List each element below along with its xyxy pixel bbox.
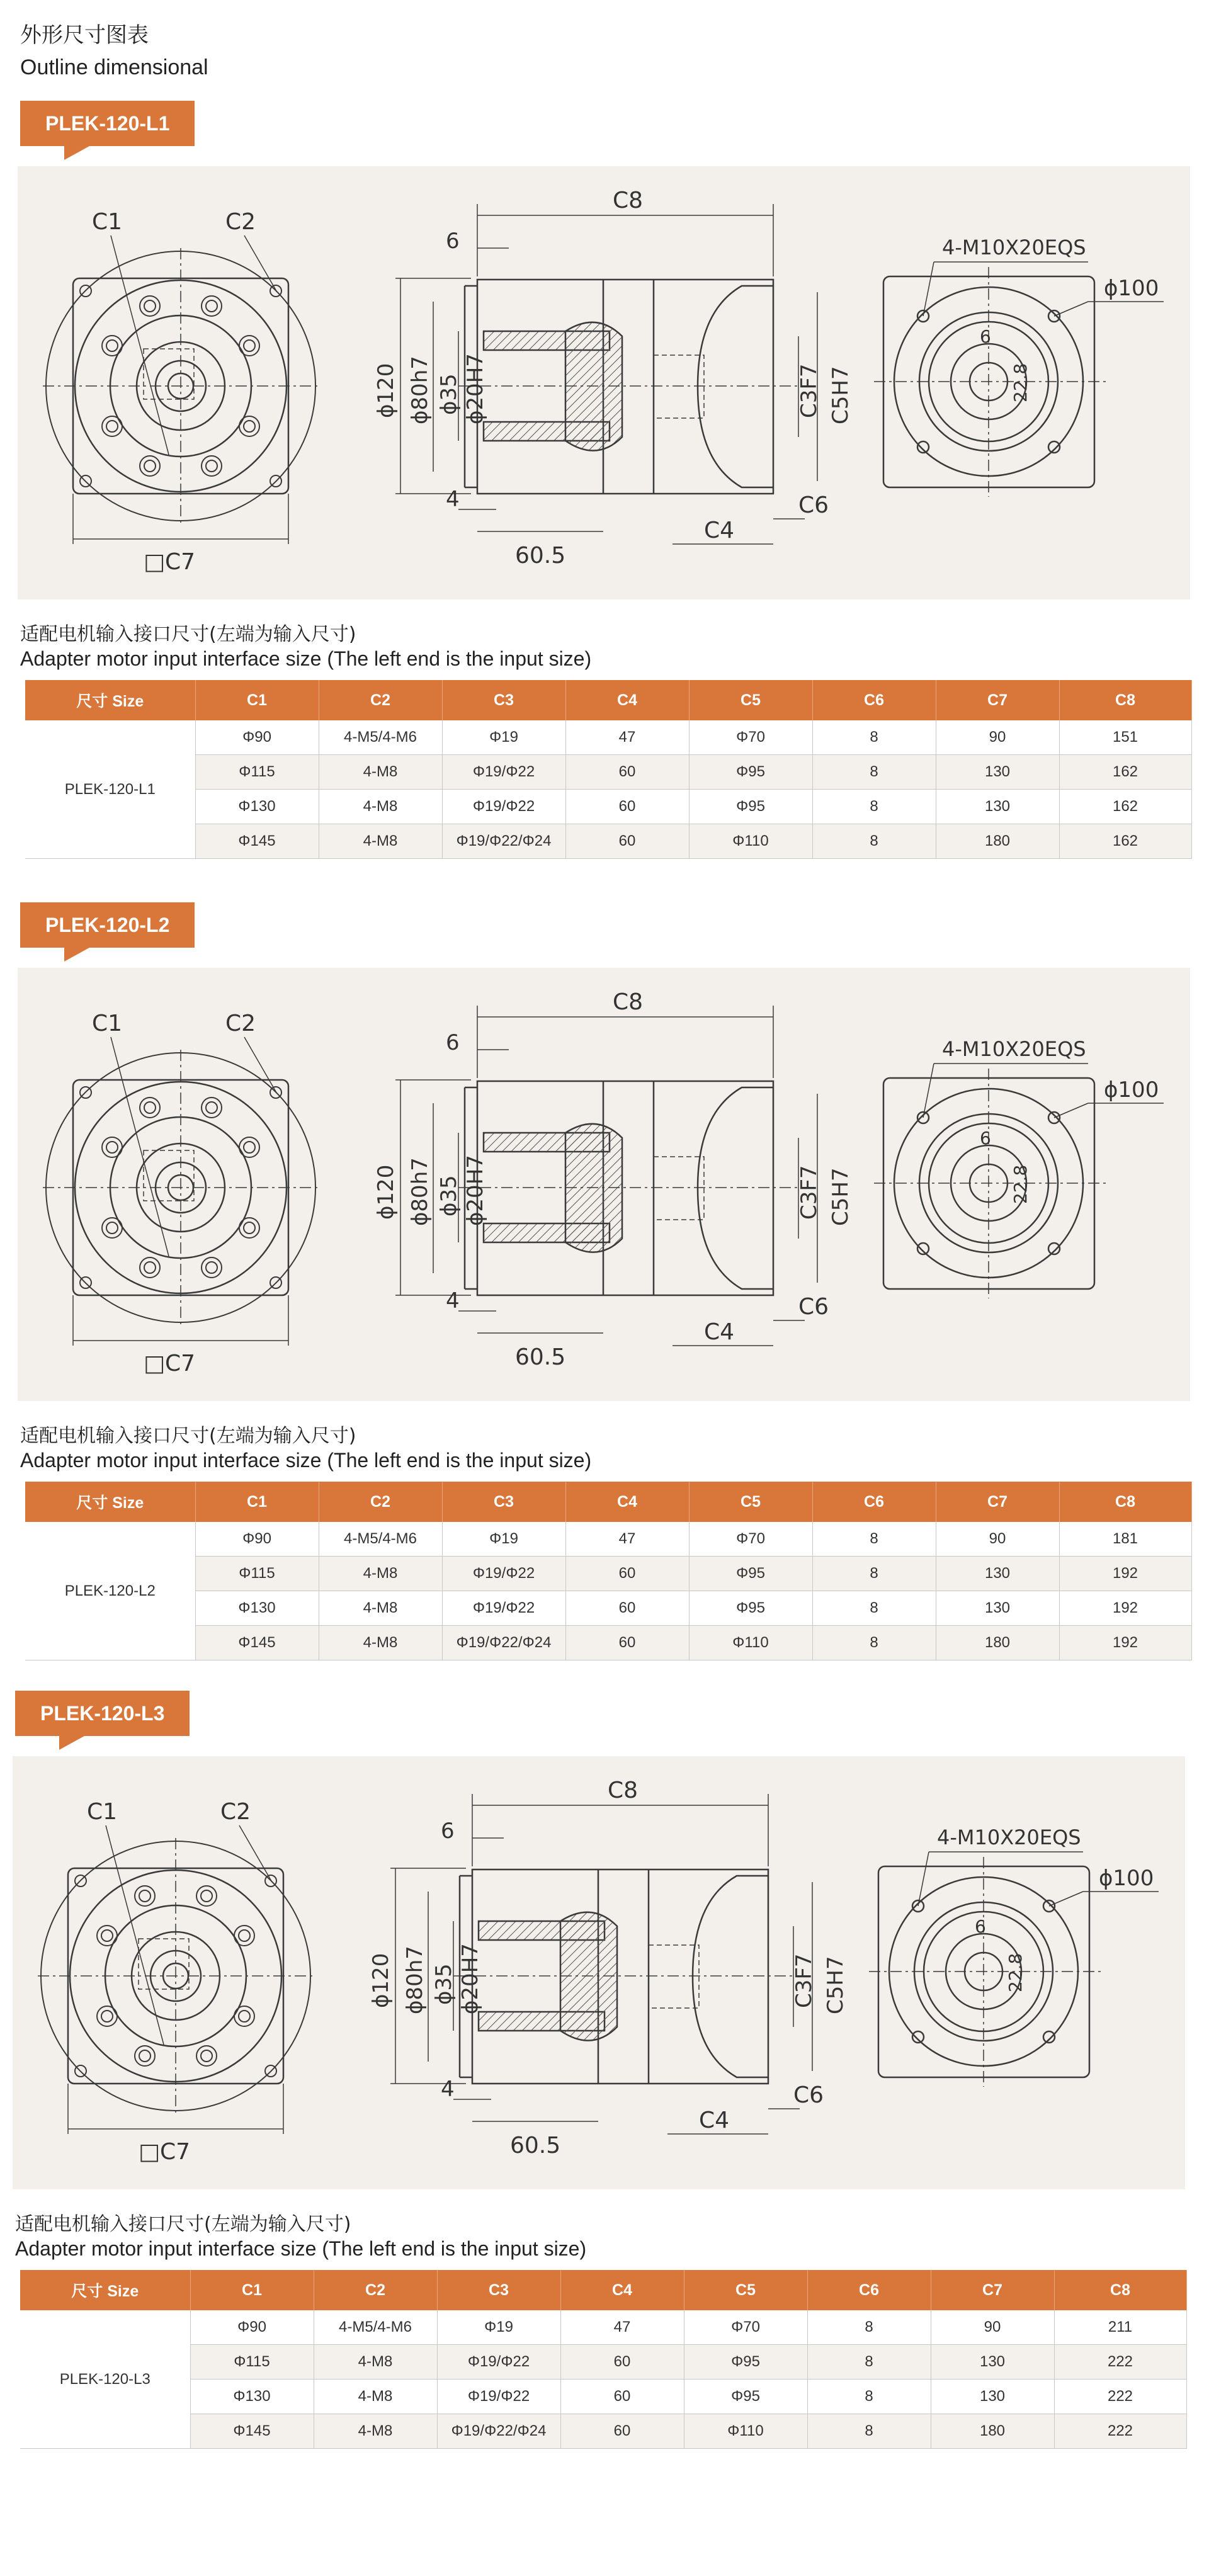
label-phi35: ϕ35 bbox=[436, 373, 462, 415]
table-cell: 130 bbox=[936, 755, 1059, 790]
table-cell: 181 bbox=[1059, 1522, 1191, 1557]
table-cell: 60 bbox=[560, 2345, 684, 2380]
table-cell: 162 bbox=[1059, 755, 1191, 790]
table-header-cell: C4 bbox=[560, 2270, 684, 2310]
table-cell: 222 bbox=[1054, 2345, 1186, 2380]
table-cell: Φ95 bbox=[684, 2345, 807, 2380]
table-cell: 162 bbox=[1059, 790, 1191, 824]
table-cell: 130 bbox=[936, 1557, 1059, 1591]
drawing-panel bbox=[18, 968, 1190, 1401]
label-key-6: 6 bbox=[975, 1916, 986, 1937]
table-cell: Φ19/Φ22 bbox=[442, 1557, 565, 1591]
table-header-cell: C6 bbox=[812, 680, 936, 720]
table-header-cell: 尺寸 Size bbox=[20, 2270, 190, 2310]
table-cell: 4-M8 bbox=[319, 1591, 442, 1626]
model-cell: PLEK-120-L3 bbox=[20, 2310, 190, 2449]
label-c5h7: C5H7 bbox=[828, 1167, 853, 1226]
table-header-cell: C3 bbox=[437, 2270, 560, 2310]
table-cell: 180 bbox=[931, 2414, 1054, 2449]
table-cell: Φ90 bbox=[190, 2310, 314, 2345]
label-c7: □C7 bbox=[139, 2139, 191, 2165]
table-cell: 60 bbox=[560, 2414, 684, 2449]
table-cell: Φ95 bbox=[689, 1557, 812, 1591]
table-row bbox=[20, 2345, 1186, 2380]
table-header-cell: C3 bbox=[442, 680, 565, 720]
label-phi20h7: ϕ20H7 bbox=[458, 1943, 483, 2014]
label-phi100: ϕ100 bbox=[1104, 1077, 1159, 1103]
table-cell: Φ145 bbox=[195, 1626, 319, 1660]
table-header-cell: C2 bbox=[319, 1482, 442, 1522]
label-c8: C8 bbox=[608, 1778, 639, 1803]
table-cell: 90 bbox=[931, 2310, 1054, 2345]
table-cell: Φ110 bbox=[689, 1626, 812, 1660]
table-cell: 8 bbox=[812, 720, 936, 755]
caption-en: Adapter motor input interface size (The left end is the input size) bbox=[15, 2237, 587, 2260]
table-row bbox=[25, 755, 1191, 790]
table-cell: 4-M5/4-M6 bbox=[319, 1522, 442, 1557]
label-phi120: ϕ120 bbox=[373, 1164, 399, 1220]
label-c8: C8 bbox=[613, 188, 644, 213]
model-tab: PLEK-120-L2 bbox=[20, 902, 195, 948]
table-cell: Φ130 bbox=[195, 1591, 319, 1626]
table-row bbox=[25, 1626, 1191, 1660]
label-key-6: 6 bbox=[980, 1128, 991, 1149]
table-cell: 130 bbox=[936, 790, 1059, 824]
table-cell: 151 bbox=[1059, 720, 1191, 755]
table-header-cell: C2 bbox=[319, 680, 442, 720]
caption-cn: 适配电机输入接口尺寸(左端为输入尺寸) bbox=[20, 1425, 356, 1447]
table-header-cell: C8 bbox=[1059, 1482, 1191, 1522]
table-cell: 60 bbox=[565, 1591, 689, 1626]
label-c4: C4 bbox=[699, 2108, 730, 2133]
table-cell: 222 bbox=[1054, 2380, 1186, 2414]
table-header-cell: C1 bbox=[195, 680, 319, 720]
table-cell: 192 bbox=[1059, 1626, 1191, 1660]
drawing-panel bbox=[18, 166, 1190, 599]
table-cell: Φ19/Φ22 bbox=[442, 790, 565, 824]
label-phi80h7: ϕ80h7 bbox=[407, 356, 433, 424]
label-c6: C6 bbox=[798, 492, 829, 518]
table-cell: 90 bbox=[936, 720, 1059, 755]
model-cell: PLEK-120-L2 bbox=[25, 1522, 195, 1660]
table-header-cell: 尺寸 Size bbox=[25, 1482, 195, 1522]
table-cell: Φ90 bbox=[195, 1522, 319, 1557]
table-cell: Φ19 bbox=[437, 2310, 560, 2345]
caption-cn: 适配电机输入接口尺寸(左端为输入尺寸) bbox=[20, 623, 356, 645]
caption-en: Adapter motor input interface size (The left end is the input size) bbox=[20, 1449, 592, 1472]
table-row bbox=[25, 824, 1191, 859]
label-phi35: ϕ35 bbox=[436, 1175, 462, 1217]
label-dim-4: 4 bbox=[446, 1288, 460, 1314]
table-header-cell: C5 bbox=[689, 680, 812, 720]
table-cell: Φ19/Φ22/Φ24 bbox=[442, 1626, 565, 1660]
model-cell: PLEK-120-L1 bbox=[25, 720, 195, 859]
table-cell: Φ19/Φ22 bbox=[442, 1591, 565, 1626]
table-cell: 130 bbox=[936, 1591, 1059, 1626]
label-c8: C8 bbox=[613, 989, 644, 1015]
table-cell: Φ115 bbox=[190, 2345, 314, 2380]
label-c4: C4 bbox=[704, 1319, 735, 1345]
table-cell: Φ95 bbox=[689, 790, 812, 824]
table-header-cell: C1 bbox=[190, 2270, 314, 2310]
label-c2: C2 bbox=[225, 1011, 256, 1036]
table-header-cell: C7 bbox=[936, 680, 1059, 720]
input-flange-view bbox=[38, 1825, 315, 2134]
label-c4: C4 bbox=[704, 518, 735, 543]
table-cell: 162 bbox=[1059, 824, 1191, 859]
table-header-cell: C6 bbox=[812, 1482, 936, 1522]
label-key-22-8: 22.8 bbox=[1005, 1953, 1026, 1992]
model-tab: PLEK-120-L3 bbox=[15, 1691, 190, 1736]
table-cell: 47 bbox=[565, 1522, 689, 1557]
table-cell: 192 bbox=[1059, 1591, 1191, 1626]
label-key-6: 6 bbox=[980, 326, 991, 347]
label-dim-60-5: 60.5 bbox=[515, 543, 566, 569]
label-c6: C6 bbox=[798, 1294, 829, 1320]
table-row bbox=[25, 790, 1191, 824]
table-cell: 222 bbox=[1054, 2414, 1186, 2449]
outline-drawing bbox=[18, 166, 1184, 599]
table-cell: 8 bbox=[807, 2310, 931, 2345]
table-cell: Φ70 bbox=[689, 1522, 812, 1557]
table-cell: 4-M5/4-M6 bbox=[319, 720, 442, 755]
page-subtitle: Outline dimensional bbox=[20, 55, 208, 79]
label-c1: C1 bbox=[87, 1799, 118, 1825]
table-cell: 60 bbox=[565, 824, 689, 859]
table-cell: 4-M8 bbox=[319, 1626, 442, 1660]
table-header-cell: C8 bbox=[1054, 2270, 1186, 2310]
label-c1: C1 bbox=[92, 209, 123, 235]
label-thread: 4-M10X20EQS bbox=[942, 1037, 1086, 1061]
label-phi80h7: ϕ80h7 bbox=[402, 1946, 428, 2014]
table-cell: Φ19/Φ22/Φ24 bbox=[442, 824, 565, 859]
table-cell: 60 bbox=[565, 755, 689, 790]
label-c3f7: C3F7 bbox=[797, 1165, 822, 1220]
label-c3f7: C3F7 bbox=[792, 1953, 817, 2008]
table-cell: 60 bbox=[560, 2380, 684, 2414]
table-cell: Φ95 bbox=[684, 2380, 807, 2414]
table-cell: Φ110 bbox=[689, 824, 812, 859]
table-cell: 4-M8 bbox=[319, 755, 442, 790]
table-cell: Φ145 bbox=[190, 2414, 314, 2449]
table-cell: 192 bbox=[1059, 1557, 1191, 1591]
label-phi20h7: ϕ20H7 bbox=[463, 353, 488, 424]
table-header-cell: C5 bbox=[689, 1482, 812, 1522]
table-cell: Φ130 bbox=[190, 2380, 314, 2414]
caption-en: Adapter motor input interface size (The left end is the input size) bbox=[20, 647, 592, 670]
table-cell: Φ145 bbox=[195, 824, 319, 859]
label-phi80h7: ϕ80h7 bbox=[407, 1157, 433, 1226]
table-cell: 4-M8 bbox=[319, 1557, 442, 1591]
table-header-cell: C7 bbox=[936, 1482, 1059, 1522]
spec-table bbox=[25, 680, 1192, 859]
table-cell: 8 bbox=[812, 790, 936, 824]
table-row bbox=[25, 1557, 1191, 1591]
table-cell: 90 bbox=[936, 1522, 1059, 1557]
page-title: 外形尺寸图表 bbox=[20, 23, 149, 48]
label-phi100: ϕ100 bbox=[1104, 276, 1159, 301]
table-cell: 4-M8 bbox=[314, 2414, 437, 2449]
table-header-cell: C7 bbox=[931, 2270, 1054, 2310]
label-dim-6: 6 bbox=[446, 1030, 460, 1055]
table-cell: 60 bbox=[565, 790, 689, 824]
table-cell: Φ95 bbox=[689, 755, 812, 790]
label-c2: C2 bbox=[220, 1799, 251, 1825]
table-cell: Φ19 bbox=[442, 1522, 565, 1557]
table-cell: 8 bbox=[812, 1522, 936, 1557]
table-cell: 130 bbox=[931, 2345, 1054, 2380]
label-phi35: ϕ35 bbox=[431, 1963, 457, 2005]
table-cell: 8 bbox=[812, 1591, 936, 1626]
table-row bbox=[20, 2380, 1186, 2414]
table-cell: 180 bbox=[936, 824, 1059, 859]
label-phi20h7: ϕ20H7 bbox=[463, 1155, 488, 1226]
table-header-cell: C4 bbox=[565, 680, 689, 720]
table-cell: Φ19/Φ22 bbox=[442, 755, 565, 790]
label-dim-4: 4 bbox=[446, 487, 460, 512]
table-cell: 8 bbox=[812, 824, 936, 859]
table-cell: 60 bbox=[565, 1626, 689, 1660]
table-cell: Φ19/Φ22 bbox=[437, 2380, 560, 2414]
table-cell: 8 bbox=[812, 1557, 936, 1591]
table-cell: 8 bbox=[807, 2345, 931, 2380]
label-key-22-8: 22.8 bbox=[1010, 363, 1031, 402]
spec-table bbox=[20, 2270, 1187, 2449]
label-dim-6: 6 bbox=[441, 1819, 455, 1844]
table-cell: 4-M8 bbox=[314, 2345, 437, 2380]
table-cell: 47 bbox=[560, 2310, 684, 2345]
table-cell: Φ110 bbox=[684, 2414, 807, 2449]
table-cell: 180 bbox=[936, 1626, 1059, 1660]
table-cell: Φ19 bbox=[442, 720, 565, 755]
table-cell: Φ115 bbox=[195, 1557, 319, 1591]
input-flange-view bbox=[43, 1037, 320, 1346]
table-cell: 4-M5/4-M6 bbox=[314, 2310, 437, 2345]
table-row bbox=[20, 2414, 1186, 2449]
table-cell: Φ19/Φ22 bbox=[437, 2345, 560, 2380]
table-row bbox=[25, 1591, 1191, 1626]
table-cell: 130 bbox=[931, 2380, 1054, 2414]
table-cell: 8 bbox=[812, 755, 936, 790]
caption-cn: 适配电机输入接口尺寸(左端为输入尺寸) bbox=[15, 2213, 351, 2235]
table-cell: Φ130 bbox=[195, 790, 319, 824]
table-row bbox=[25, 1522, 1191, 1557]
label-c5h7: C5H7 bbox=[828, 366, 853, 424]
label-phi120: ϕ120 bbox=[368, 1953, 394, 2008]
label-c7: □C7 bbox=[144, 549, 196, 575]
table-header-cell: C3 bbox=[442, 1482, 565, 1522]
model-tab: PLEK-120-L1 bbox=[20, 101, 195, 146]
table-cell: Φ70 bbox=[684, 2310, 807, 2345]
table-cell: 8 bbox=[807, 2380, 931, 2414]
drawing-panel bbox=[13, 1756, 1185, 2189]
table-header-cell: C5 bbox=[684, 2270, 807, 2310]
label-c5h7: C5H7 bbox=[823, 1956, 848, 2014]
table-cell: 60 bbox=[565, 1557, 689, 1591]
label-c6: C6 bbox=[793, 2082, 824, 2108]
table-cell: Φ115 bbox=[195, 755, 319, 790]
table-cell: 4-M8 bbox=[319, 790, 442, 824]
label-dim-60-5: 60.5 bbox=[515, 1344, 566, 1370]
label-c1: C1 bbox=[92, 1011, 123, 1036]
table-header-cell: 尺寸 Size bbox=[25, 680, 195, 720]
table-cell: Φ19/Φ22/Φ24 bbox=[437, 2414, 560, 2449]
input-flange-view bbox=[43, 235, 320, 544]
label-thread: 4-M10X20EQS bbox=[937, 1825, 1081, 1849]
table-cell: Φ70 bbox=[689, 720, 812, 755]
label-key-22-8: 22.8 bbox=[1010, 1164, 1031, 1204]
table-cell: 8 bbox=[812, 1626, 936, 1660]
label-dim-4: 4 bbox=[441, 2077, 455, 2102]
table-row bbox=[25, 720, 1191, 755]
table-header-cell: C6 bbox=[807, 2270, 931, 2310]
label-c7: □C7 bbox=[144, 1351, 196, 1376]
spec-table bbox=[25, 1482, 1192, 1660]
label-phi120: ϕ120 bbox=[373, 363, 399, 418]
label-c3f7: C3F7 bbox=[797, 363, 822, 418]
label-phi100: ϕ100 bbox=[1099, 1866, 1154, 1891]
outline-drawing bbox=[18, 968, 1184, 1401]
table-cell: Φ95 bbox=[689, 1591, 812, 1626]
table-header-cell: C8 bbox=[1059, 680, 1191, 720]
table-header-cell: C4 bbox=[565, 1482, 689, 1522]
outline-drawing bbox=[13, 1756, 1179, 2189]
label-dim-6: 6 bbox=[446, 229, 460, 254]
table-cell: 4-M8 bbox=[314, 2380, 437, 2414]
table-cell: Φ90 bbox=[195, 720, 319, 755]
label-dim-60-5: 60.5 bbox=[510, 2133, 561, 2159]
table-cell: 8 bbox=[807, 2414, 931, 2449]
table-header-cell: C1 bbox=[195, 1482, 319, 1522]
table-row bbox=[20, 2310, 1186, 2345]
table-cell: 211 bbox=[1054, 2310, 1186, 2345]
label-c2: C2 bbox=[225, 209, 256, 235]
table-header-cell: C2 bbox=[314, 2270, 437, 2310]
label-thread: 4-M10X20EQS bbox=[942, 235, 1086, 259]
table-cell: 47 bbox=[565, 720, 689, 755]
table-cell: 4-M8 bbox=[319, 824, 442, 859]
